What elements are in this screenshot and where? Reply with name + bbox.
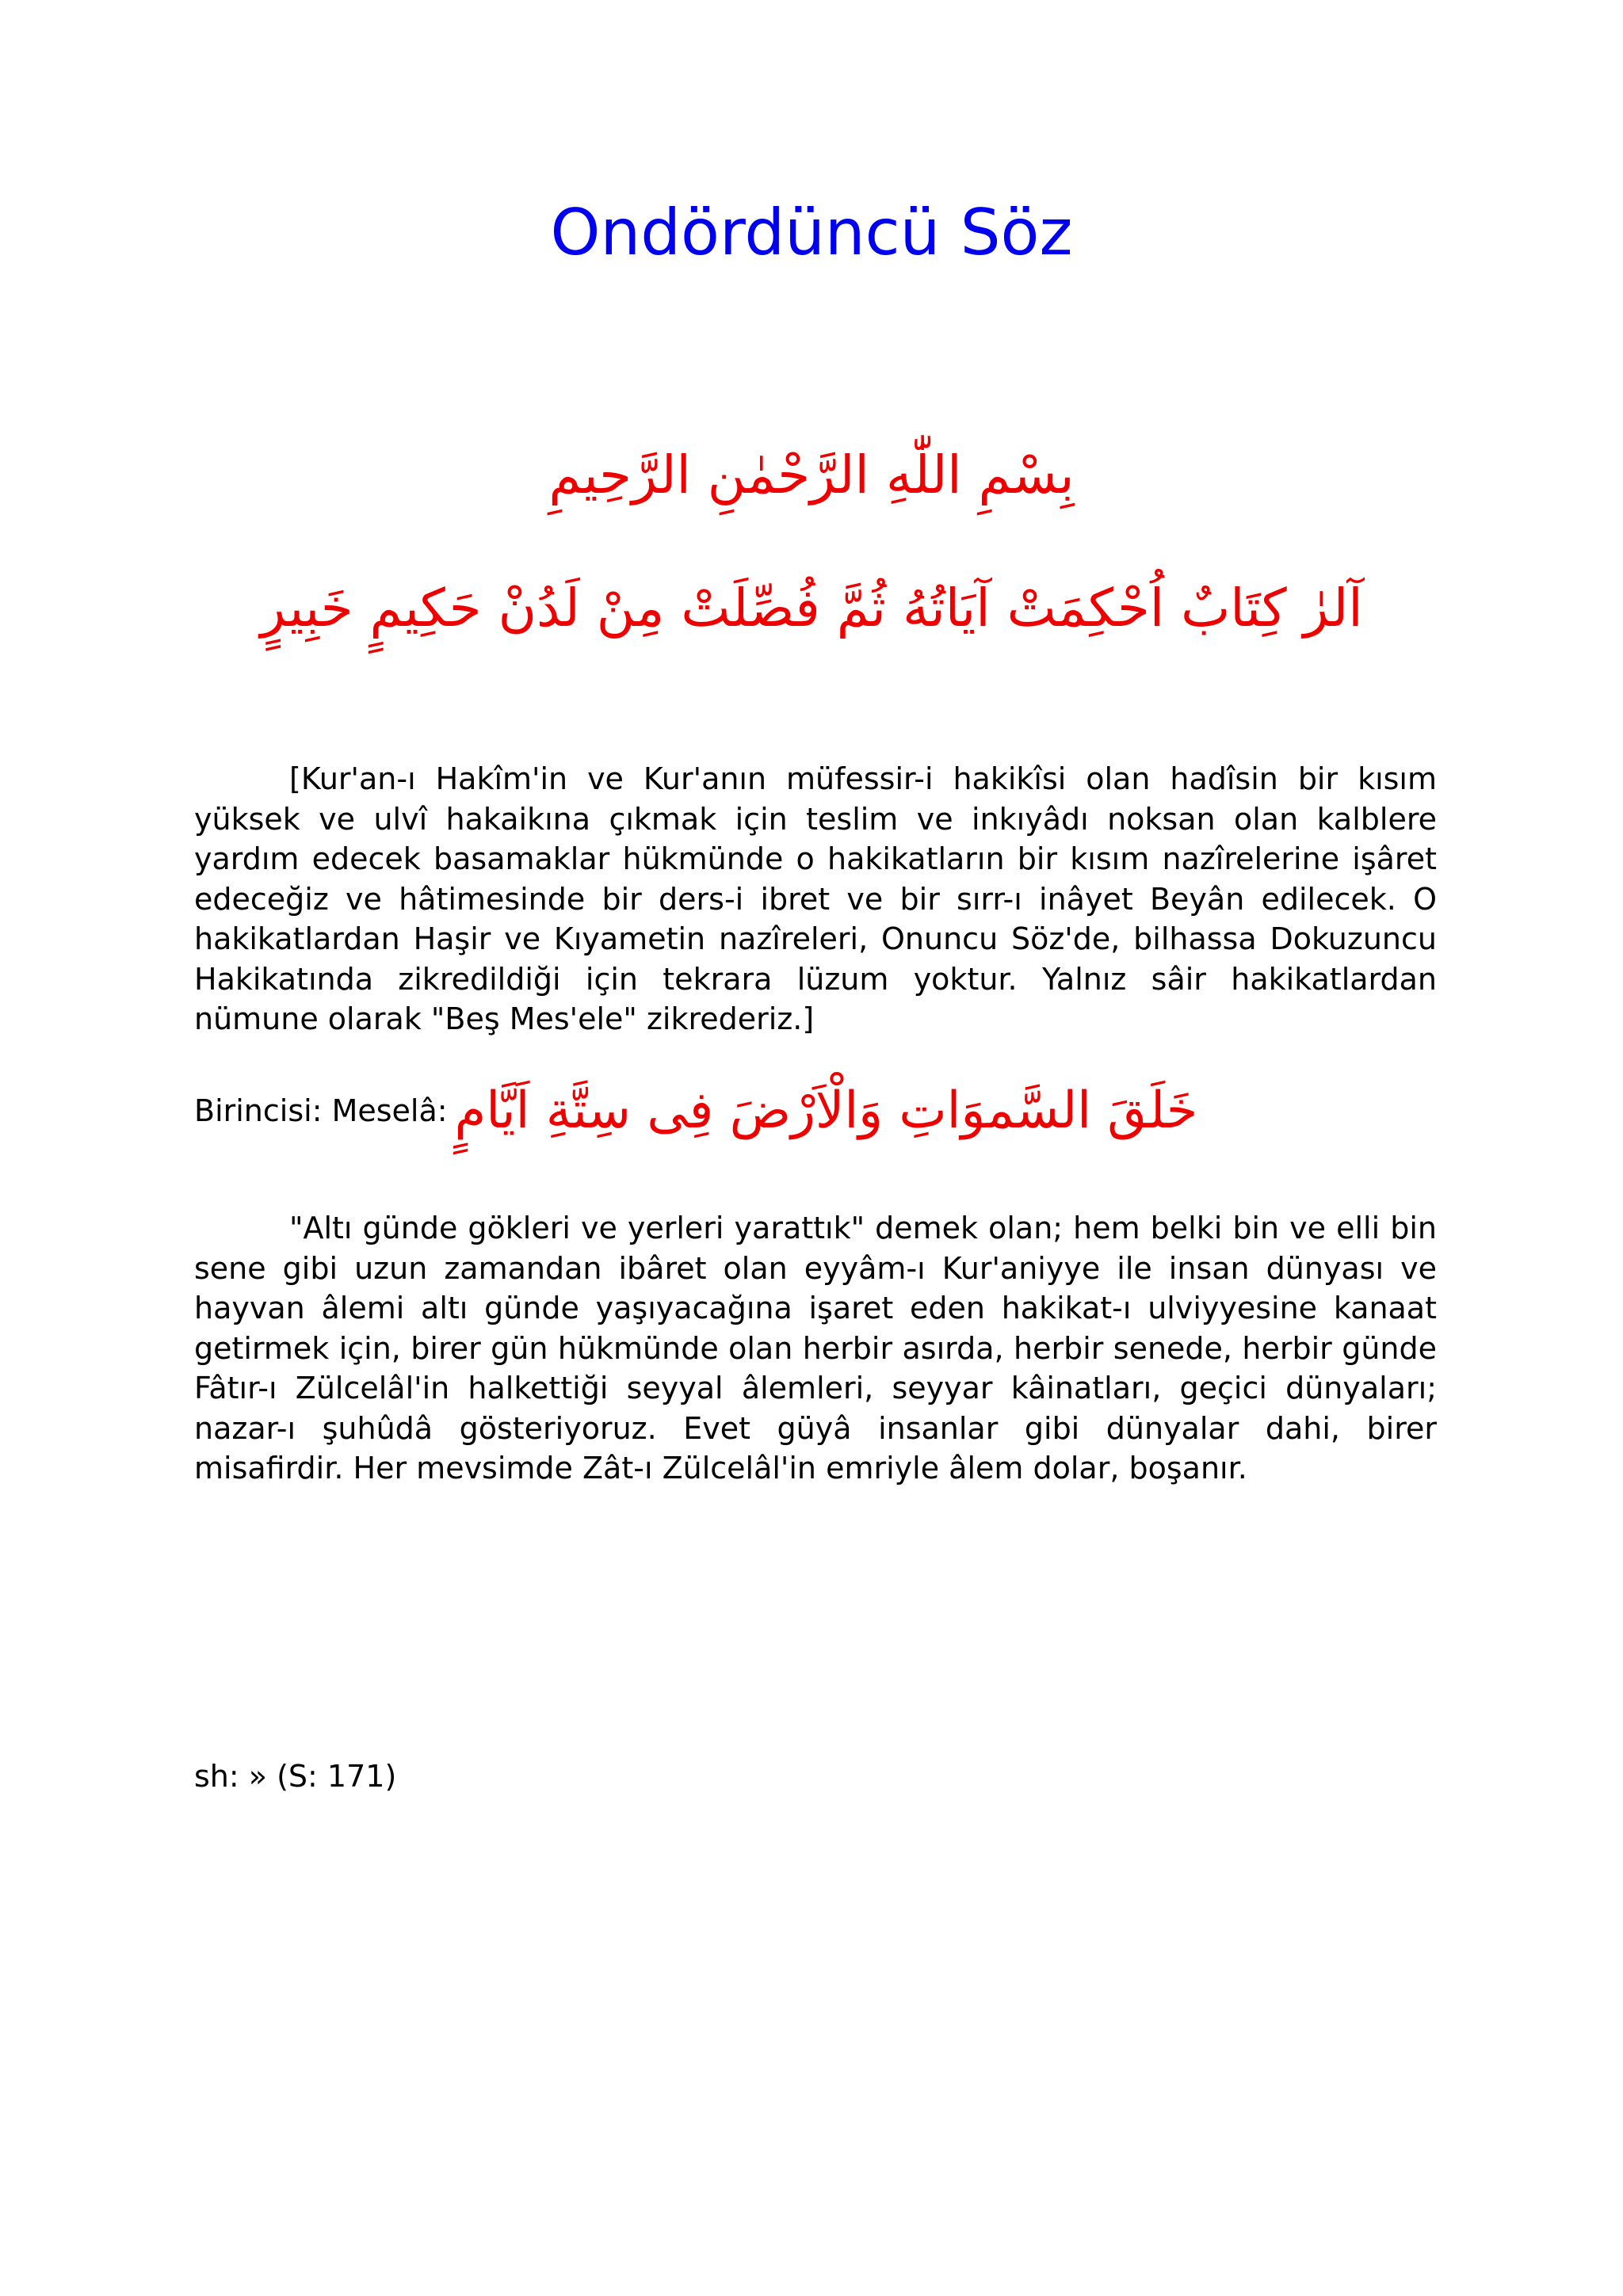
intro-paragraph-text: [Kur'an-ı Hakîm'in ve Kur'anın müfessir-i hakikîsi olan hadîsin bir kısım yüksek ve ulvî hakaikına çıkmak için teslim ve inkıyâdı noksan olan kalblere yardım edecek basamaklar hükmünde o hakikatların bir kısım nazîrelerine işâret edeceğiz ve hâtimesinde bir ders-i ibret ve bir sırr-ı inâyet Beyân edilecek. O hakikatlardan Haşir ve Kıyametin nazîreleri, Onuncu Söz'de, bilhassa Dokuzuncu Hakikatında zikredildiği için tekrara lüzum yoktur. Yalnız sâir hakikatlardan nümune olarak "Beş Mes'ele" zikrederiz.]: [194, 761, 1437, 1036]
first-issue-label: Birincisi: Meselâ:: [194, 1093, 448, 1128]
page-reference-footer: sh: » (S: 171): [194, 1759, 397, 1794]
page-title: Ondördüncü Söz: [550, 196, 1073, 269]
first-issue-row: [194, 1081, 1437, 1177]
explanation-paragraph-text: "Altı günde gökleri ve yerleri yarattık" demek olan; hem belki bin ve elli bin sene gibi uzun zamandan ibâret olan eyyâm-ı Kur'aniyye ile insan dünyası ve hayvan âlemi altı günde yaşıyacağına işaret eden hakikat-ı ulviyyesine kanaat getirmek için, birer gün hükmünde olan herbir asırda, herbir senede, herbir günde Fâtır-ı Zülcelâl'in halkettiği seyyal âlemleri, seyyar kâinatları, geçici dünyaları; nazar-ı şuhûdâ gösteriyoruz. Evet güyâ insanlar gibi dünyalar dahi, birer misafirdir. Her mevsimde Zât-ı Zülcelâl'in emriyle âlem dolar, boşanır.: [194, 1211, 1437, 1486]
verse-arabic: آلرٰ كِتَابٌ اُحْكِمَتْ آيَاتُهُ ثُمَّ فُصِّلَتْ مِنْ لَدُنْ حَكِيمٍ خَبِيرٍ: [260, 578, 1363, 639]
intro-paragraph: [194, 759, 1437, 1039]
first-issue-arabic: خَلَقَ السَّموَاتِ وَالْاَرْضَ فِى سِتَّةِ اَيَّامٍ: [454, 1081, 1198, 1140]
explanation-paragraph: [194, 1208, 1437, 1489]
basmala-arabic: بِسْمِ اللّٰهِ الرَّحْمٰنِ الرَّحِيمِ: [548, 444, 1075, 505]
